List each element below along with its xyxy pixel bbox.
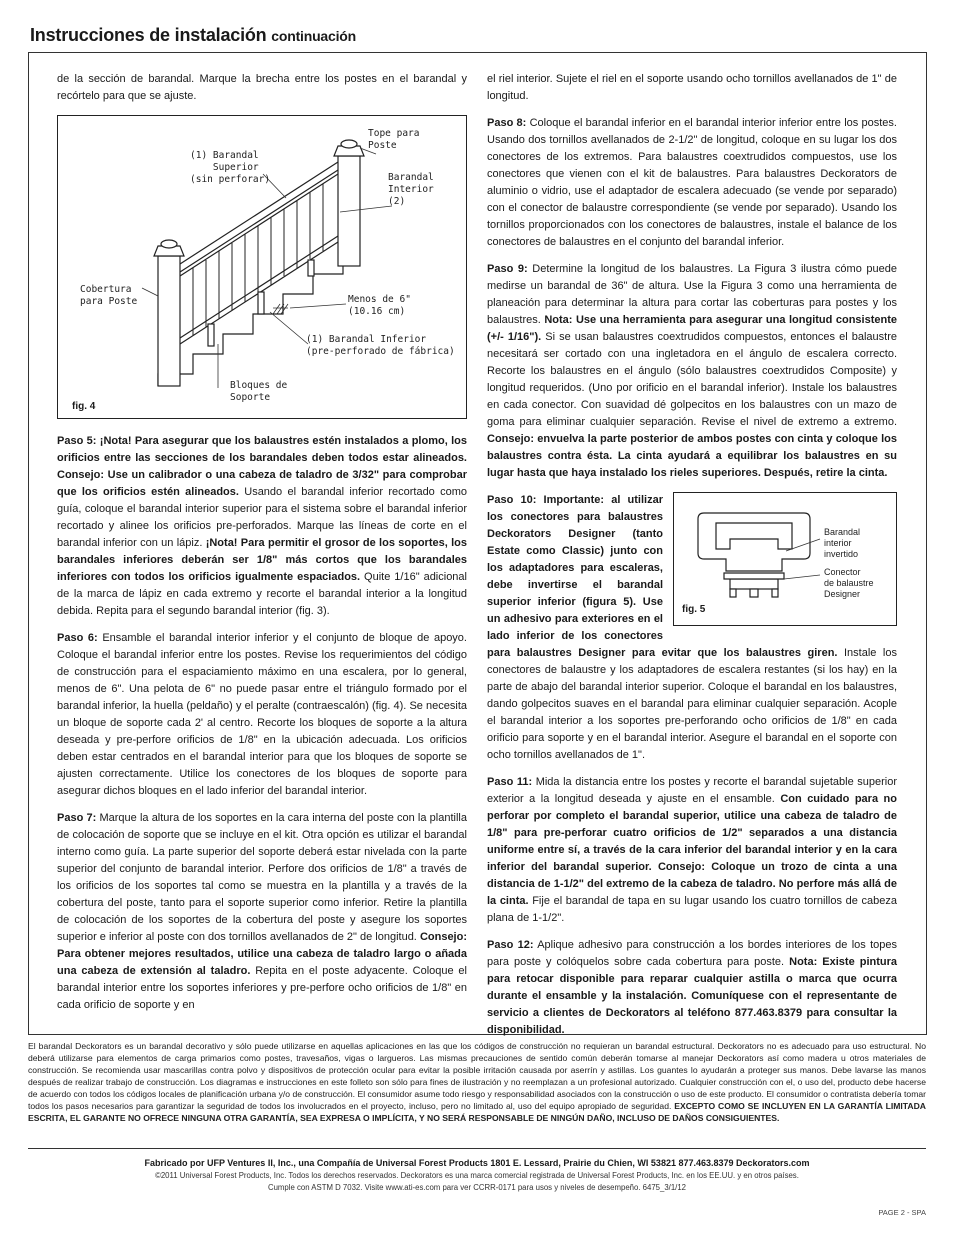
- callout-bottom-rail: (1) Barandal Inferior (pre-perforado de fábrica): [306, 334, 455, 357]
- step-5-text-2: Quite 1/16" adicional de la marca de lápiz en cada extremo y recorte el barandal interior a la longitud debida. Repita para el segundo barandal interior (fig. 3).: [57, 571, 467, 617]
- step-9-note: Nota: Use una herramienta para asegurar una longitud consistente (+/- 1/16").: [487, 314, 897, 343]
- step-11-text-2: Fije el barandal de tapa en su lugar usando los cuatro tornillos de cabeza plana de 1-1/2".: [487, 895, 897, 924]
- callout-gap: Menos de 6" (10.16 cm): [348, 294, 411, 317]
- figure-4: [57, 115, 467, 419]
- figure-5-label: fig. 5: [682, 604, 706, 615]
- disclaimer-warranty: EXCEPTO COMO SE INCLUYEN EN LA GARANTÍA LIMITADA ESCRITA, EL GARANTE NO OFRECE NINGUNA OTRA GARANTÍA, SEA EXPRESA O IMPLÍCITA, Y NO SERÁ RESPONSABLE DE NINGÚN DAÑO, INCLUSO DE DAÑOS CONSIGUIENTES.: [28, 1101, 926, 1123]
- step-11-text: Mida la distancia entre los postes y recorte el barandal sujetable superior exterior a la longitud deseada y ajuste en el ensamble.: [487, 776, 898, 805]
- callout-designer-connector: Conector de balaustre Designer: [824, 567, 874, 599]
- step-8-text: Coloque el barandal inferior en el barandal interior inferior entre los postes. Usando dos tornillos avellanados de 2-1/2" de longitud, coloque en su lugar los dos conectores de los extremos. Para balaustres coextrudidos compuestos, use los conectores que vienen con el kit de balaustres. Para balaustres Deckorators de aluminio o vidrio, use el adaptador de escalera adecuado (se vende por separado) con el conector de balaustre correspondiente (se vende por separado). Usando los tornillos proporcionados con los conectores de balaustres, instale el balance de los conectores de balaustres en el conjunto del barandal inferior.: [487, 117, 897, 248]
- title-main: Instrucciones de instalación: [30, 25, 267, 45]
- step-12-text: Aplique adhesivo para construcción a los bordes interiores de los topes para poste y colóquelos sobre cada cobertura para poste.: [487, 939, 898, 968]
- step-10-important: Importante: al utilizar los conectores para balaustres Deckorators Designer (tanto Estate como Classic) junto con los adaptadores para escaleras, debe invertirse el barandal superior inferior (figura 5). Use un adhesivo para exteriores en el lado inferior de los conectores para balaustres Designer para evitar que los balaustres giren.: [487, 494, 838, 659]
- step-9-tip: Consejo: envuelva la parte posterior de ambos postes con cinta y coloque los balaustres contra ésta. La cinta ayudará a equilibrar los balaustres en su lugar hasta que haya instalado los rieles superiores. Después, retire la cinta.: [487, 433, 897, 479]
- step-6-text: Ensamble el barandal interior inferior y el conjunto de bloque de apoyo. Coloque el barandal inferior entre los postes. Revise los requerimientos del código de construcción para el espaciamiento máximo en una escalera, por lo general, menos de 6". Una pelota de 6" no puede pasar entre el triángulo formado por el barandal inferior, la huella (peldaño) y el peralte (contraescalón) (fig. 4). Se necesita un bloque de soporte cada 2' al centro. Recorte los bloques de soporte a la altura deseada y pre-perfore orificios de 1/8" en la ubicación adecuada. Los orificios deben estar centrados en el barandal interior para que los bloques de soporte se ajusten correctamente. Utilice los conectores de los bloques de soporte para asegurar dichos bloques en el lado inferior del barandal interior.: [57, 632, 467, 797]
- footer-compliance: Cumple con ASTM D 7032. Visite www.ati-es.com para ver CCRR-0171 para usos y niveles de desempeño. 6475_3/1/12: [267, 1183, 687, 1192]
- callout-inner-rail: Barandal Interior (2): [388, 172, 434, 207]
- callout-inverted-rail: Barandal interior invertido: [824, 527, 861, 559]
- step-11: [487, 774, 897, 927]
- step-12: [487, 937, 897, 1039]
- callout-post-sleeve: Cobertura para Poste: [80, 284, 138, 307]
- step-12-note: Nota: Existe pintura para retocar disponible para reparar cualquier astilla o marca que ocurra durante el ensamble y la instalación. Comuníquese con el representante de servicio a clientes de Deckorators al teléfono 877.463.8379 para consultar la disponibilidad.: [487, 956, 897, 1036]
- step-8-heading: Paso 8:: [487, 117, 527, 129]
- step-11-heading: Paso 11:: [487, 776, 533, 788]
- page-number: PAGE 2 - SPA: [878, 1208, 926, 1217]
- step-8: [487, 115, 897, 251]
- step-5-note-2: ¡Nota! Para permitir el grosor de los soportes, los barandales inferiores deberán ser 1/8" más cortos que los barandales inferiores con todos los orificios igualmente espaciados.: [57, 537, 467, 583]
- step-7-heading: Paso 7:: [57, 812, 97, 824]
- step-5-heading: Paso 5:: [57, 435, 97, 447]
- title-subtitle: continuación: [271, 28, 356, 44]
- step-5: [57, 433, 467, 620]
- legal-disclaimer: [28, 1040, 926, 1124]
- step-7-tip: Consejo: Para obtener mejores resultados, utilice una cabeza de taladro largo o añada una cabeza de extensión al taladro.: [57, 931, 467, 977]
- step-6: [57, 630, 467, 800]
- callout-top-rail: (1) Barandal Superior (sin perforar): [190, 150, 271, 185]
- step-9-text: Determine la longitud de los balaustres. La Figura 3 ilustra cómo puede medirse un barandal de 36" de altura. Use la Figura 3 como una herramienta de planeación para determinar la altura para cortar las coberturas para postes y los balaustres.: [487, 263, 897, 326]
- step-10-heading: Paso 10:: [487, 494, 537, 506]
- step-9-heading: Paso 9:: [487, 263, 528, 275]
- step-5-note: ¡Nota! Para asegurar que los balaustres estén instalados a plomo, los orificios entre las secciones de los barandales deben todos estar alineados. Consejo: Use un calibrador o una cabeza de taladro de 3/32" para comprobar que los orificios estén alineados.: [57, 435, 467, 498]
- right-column: [487, 71, 897, 1049]
- footer-copyright: ©2011 Universal Forest Products, Inc. Todos los derechos reservados. Deckorators es una marca comercial registrada de Universal Forest Products, Inc. en los EE.UU. y en otros países.: [155, 1171, 799, 1180]
- inverted-rail-diagram: [674, 493, 896, 625]
- footer-manufacturer: Fabricado por UFP Ventures II, Inc., una Compañía de Universal Forest Products 1801 E. Lessard, Prairie du Chien, WI 53821 877.463.8379 Deckorators.com: [144, 1158, 810, 1168]
- step-10-text: Instale los conectores de balaustre y los adaptadores de escalera restantes (si los hay) en la parte de abajo del barandal interior superior. Coloque el barandal en los balaustres, dando golpecitos suaves en el barandal para eliminar cualquier separación. Acople el barandal interior a los soportes pre-perforando ocho orificios de 1/8" en cada orificio para soporte y en el barandal interior. Asegure el barandal en el soporte con ocho tornillos avellanados de 1".: [487, 647, 897, 761]
- disclaimer-text: El barandal Deckorators es un barandal decorativo y sólo puede utilizarse en aquellas aplicaciones en las que los códigos de construcción no requieran un barandal estructural. Deckorators no es adecuado para uso estructural. No deberá utilizarse para elementos de carga primarios como postes, travesaños, vigas o largueros. Las mismas precauciones de sentido común deberán tomarse al manejar Deckorators así como madera u otros materiales de construcción. Se recomienda usar mascarillas contra polvo y dispositivos de protección ocular para evitar la posible irritación causada por aserrín y astillas. Los guantes lo ayudarán a proteger sus manos. Debe lavarse las manos después de realizar trabajo de construcción. Los diagramas e instrucciones en este folleto son sólo para fines de ilustración y no reemplazan a un profesional autorizado. Cualquier construcción con el, o uso del, producto debe hacerse de acuerdo con todos los códigos locales de planificación urbana y/o de construcción. El consumidor asume todo riesgo y responsabilidad asociados con la construcción o uso de este producto. El consumidor o contratista debería tomar todos los pasos necesarios para garantizar la seguridad de todos los involucrados en el proyecto, incluso, pero no limitado al, uso del equipo apropiado de seguridad.: [28, 1041, 926, 1111]
- step-5-text: Usando el barandal inferior recortado como guía, coloque el barandal interior superior para el sistema sobre el barandal inferior recortado y alinee los orificios pre-perforados. Marque las líneas de corte en el barandal inferior con un lápiz.: [57, 486, 467, 549]
- step-9-text-2: Si se usan balaustres coextrudidos compuestos, entonces el balaustre necesitará ser cortado con una ingletadora en el ángulo de escalera correcto. Recorte los balaustres en el ángulo (sólo balaustres coextrudidos Composite) y longitud requeridos. (Uno por orificio en el barandal inferior). Instale los balaustres en cada conector. Con suavidad dé golpecitos en los balaustres con un mazo de goma para eliminar cualquier separación. Revise el nivel de extremo a extremo.: [487, 331, 897, 428]
- callout-post-cap: Tope para Poste: [368, 128, 420, 151]
- step-11-caution: Con cuidado para no perforar por completo el barandal superior, utilice una cabeza de taladro de 1/8" para pre-perforar cuatro orificios de 1/2" separados a una distancia uniforme entre sí, a través de la cara inferior del barandal interior y en la cara inferior del barandal superior. Consejo: Coloque un trozo de cinta a una distancia de 1-1/2" del extremo de la cabeza de taladro. No perfore más allá de la cinta.: [487, 793, 897, 907]
- step-12-heading: Paso 12:: [487, 939, 534, 951]
- callout-blocks: Bloques de Soporte: [230, 380, 288, 403]
- page-title: [30, 25, 356, 46]
- left-intro: de la sección de barandal. Marque la brecha entre los postes en el barandal y recórtelo para que se ajuste.: [57, 73, 467, 102]
- step-7: [57, 810, 467, 1014]
- step-7-text-2: Repita en el poste adyacente. Coloque el barandal interior entre los soportes inferiores y pre-perfore ocho orificios de 1/8" en cada orificio de soporte y en: [57, 965, 467, 1011]
- figure-4-label: fig. 4: [72, 401, 96, 412]
- step-9: [487, 261, 897, 482]
- left-column: [57, 71, 467, 1024]
- footer: [28, 1148, 926, 1194]
- step-7-text: Marque la altura de los soportes en la cara interna del poste con la plantilla de colocación de soporte que se incluye en el kit. Otra opción es utilizar el barandal interno como guía. La parte superior del soporte deberá estar nivelada con la parte superior del conjunto de barandal interior. Perfore dos orificios de 1/8" a través de los orificios de los soportes tal como se muestra en la plantilla y a través de la cobertura del poste, tanto para el soporte superior como inferior. Retire la plantilla de colocación de los soportes de la cobertura del poste y asegure los soportes superior e inferior al poste con dos tornillos avellanados de 2" de longitud.: [57, 812, 467, 943]
- content-frame: [28, 52, 927, 1035]
- step-10-block: [487, 492, 897, 774]
- right-intro: el riel interior. Sujete el riel en el soporte usando ocho tornillos avellanados de 1" de longitud.: [487, 73, 897, 102]
- figure-5: [673, 492, 897, 626]
- step-6-heading: Paso 6:: [57, 632, 98, 644]
